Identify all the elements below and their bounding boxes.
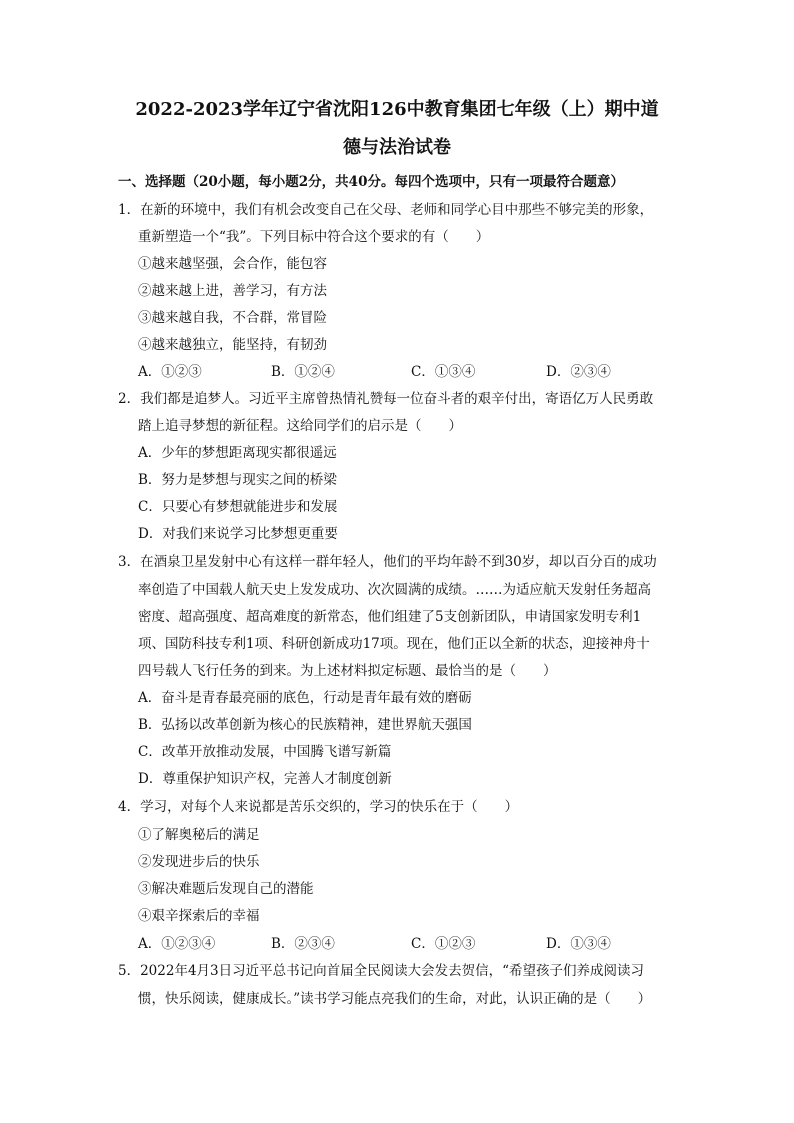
question-1-item-1: ①越来越坚强，会合作，能包容: [138, 256, 327, 272]
question-2-option-a[interactable]: A．少年的梦想距离现实都很遥远: [138, 445, 337, 461]
question-4-option-b[interactable]: B．②③④: [271, 936, 335, 952]
question-1-option-d[interactable]: D．②③④: [546, 364, 611, 380]
question-2-stem-line-1: 2．我们都是追梦人。习近平主席曾热情礼赞每一位奋斗者的艰辛付出，寄语亿万人民勇敢: [118, 391, 654, 407]
question-2-option-b[interactable]: B．努力是梦想与现实之间的桥梁: [138, 472, 337, 488]
question-1-option-c[interactable]: C．①③④: [411, 364, 476, 380]
question-5-stem-line-2: 惯，快乐阅读，健康成长。”读书学习能点亮我们的生命，对此，认识正确的是（ ）: [138, 991, 652, 1007]
question-3-stem-line-1: 3．在酒泉卫星发射中心有这样一群年轻人，他们的平均年龄不到30岁，却以百分百的成功: [118, 554, 657, 570]
question-1-item-4: ④越来越独立，能坚持，有韧劲: [138, 337, 327, 353]
question-3-option-d[interactable]: D．尊重保护知识产权，完善人才制度创新: [138, 771, 392, 787]
question-3-option-c[interactable]: C．改革开放推动发展，中国腾飞谱写新篇: [138, 744, 392, 760]
question-3-stem-line-5: 四号载人飞行任务的到来。为上述材料拟定标题、最恰当的是（ ）: [138, 663, 557, 679]
question-1-stem-line-2: 重新塑造一个“我”。下列目标中符合这个要求的有（ ）: [138, 229, 490, 245]
question-1-option-a[interactable]: A．①②③: [138, 364, 202, 380]
page-title-line-2: 德与法治试卷: [343, 137, 451, 158]
question-1-option-b[interactable]: B．①②④: [271, 364, 335, 380]
question-2-stem-line-2: 踏上追寻梦想的新征程。这给同学们的启示是（ ）: [138, 418, 462, 434]
question-3-stem-line-3: 密度、超高强度、超高难度的新常态，他们组建了5支创新团队，申请国家发明专利1: [138, 609, 642, 625]
question-1-item-2: ②越来越上进，善学习，有方法: [138, 283, 327, 299]
section-heading: 一、选择题（20小题，每小题2分，共40分。每四个选项中，只有一项最符合题意）: [118, 174, 624, 190]
question-4-option-c[interactable]: C．①②③: [411, 936, 476, 952]
question-1-item-3: ③越来越自我，不合群，常冒险: [138, 310, 327, 326]
question-4-item-2: ②发现进步后的快乐: [138, 854, 260, 870]
question-5-stem-line-1: 5．2022年4月3日习近平总书记向首届全民阅读大会发去贺信，“希望孩子们养成阅读习: [118, 963, 645, 979]
question-3-option-b[interactable]: B．弘扬以改革创新为核心的民族精神，建世界航天强国: [138, 717, 472, 733]
question-4-item-1: ①了解奥秘后的满足: [138, 827, 260, 843]
question-3-stem-line-2: 率创造了中国载人航天史上发发成功、次次圆满的成绩。……为适应航天发射任务超高: [138, 582, 651, 598]
question-4-stem-line-1: 4．学习，对每个人来说都是苦乐交织的，学习的快乐在于（ ）: [118, 799, 519, 815]
page-title-line-1: 2022-2023学年辽宁省沈阳126中教育集团七年级（上）期中道: [135, 99, 659, 120]
question-4-item-3: ③解决难题后发现自己的潜能: [138, 881, 314, 897]
question-2-option-c[interactable]: C．只要心有梦想就能进步和发展: [138, 499, 338, 515]
question-4-option-d[interactable]: D．①③④: [546, 936, 611, 952]
question-1-stem-line-1: 1．在新的环境中，我们有机会改变自己在父母、老师和同学心目中那些不够完美的形象，: [118, 202, 654, 218]
question-3-option-a[interactable]: A．奋斗是青春最亮丽的底色，行动是青年最有效的磨砺: [138, 690, 472, 706]
question-3-stem-line-4: 项、国防科技专利1项、科研创新成功17项。现在，他们正以全新的状态，迎接神舟十: [138, 636, 650, 652]
question-4-option-a[interactable]: A．①②③④: [138, 936, 216, 952]
question-2-option-d[interactable]: D．对我们来说学习比梦想更重要: [138, 526, 338, 542]
question-4-item-4: ④艰辛探索后的幸福: [138, 908, 260, 924]
